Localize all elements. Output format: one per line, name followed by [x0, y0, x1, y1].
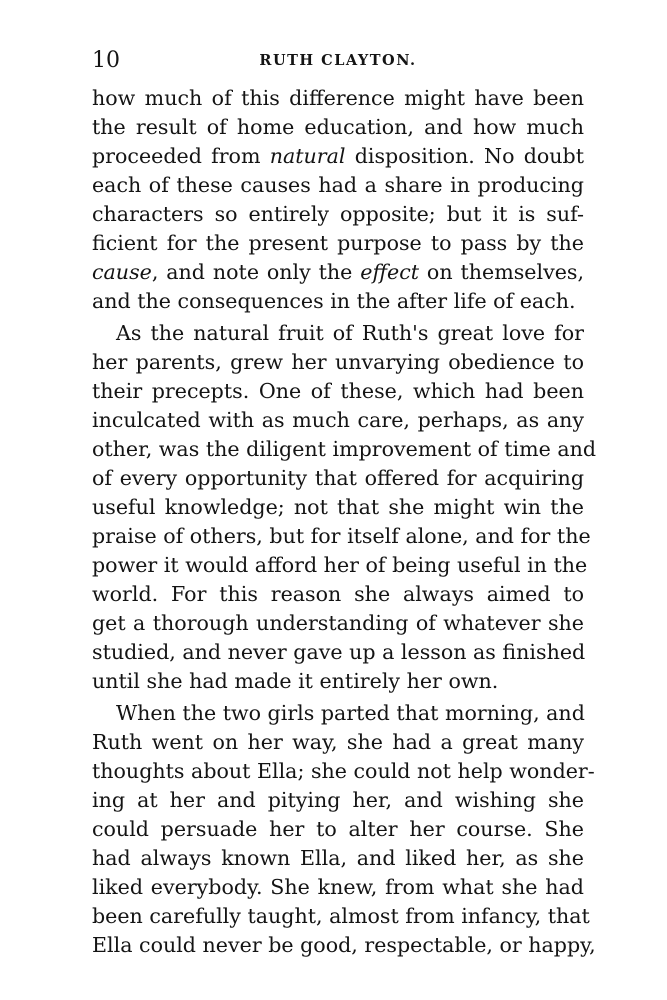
- text-segment: her parents, grew her unvarying obedience to: [92, 350, 584, 374]
- text-segment: other, was the diligent improvement of time and: [92, 437, 597, 461]
- text-line: [92, 699, 584, 728]
- text-segment: When the two girls parted that morning, and: [116, 701, 585, 725]
- text-segment: proceeded from: [92, 144, 270, 168]
- text-segment: , and note only the: [151, 260, 361, 284]
- page-number: 10: [92, 48, 120, 73]
- text-line: [92, 931, 596, 960]
- text-segment: been carefully taught, almost from infancy, that: [92, 904, 590, 928]
- text-segment: studied, and never gave up a lesson as finished: [92, 640, 586, 664]
- text-line: [92, 786, 584, 815]
- text-line: [92, 815, 584, 844]
- text-line: [92, 435, 597, 464]
- text-segment: ing at her and pitying her, and wishing she: [92, 788, 584, 812]
- text-segment: ficient for the present purpose to pass by the: [92, 231, 584, 255]
- text-line: [92, 551, 588, 580]
- text-line: [92, 142, 584, 171]
- book-page: [92, 48, 597, 960]
- text-line: [92, 464, 584, 493]
- text-segment: praise of others, but for itself alone, and for the: [92, 524, 591, 548]
- italic-text: cause: [92, 260, 152, 284]
- paragraph: [92, 699, 596, 960]
- text-line: [92, 728, 584, 757]
- text-line: [92, 902, 590, 931]
- text-line: [92, 229, 584, 258]
- italic-text: natural: [269, 144, 346, 168]
- text-line: [92, 638, 584, 667]
- text-segment: until she had made it entirely her own.: [92, 669, 499, 693]
- page-header: [92, 48, 584, 82]
- text-segment: characters so entirely opposite; but it is suf-: [92, 202, 584, 226]
- text-line: [92, 113, 584, 142]
- body-text: [92, 84, 597, 960]
- text-line: [92, 844, 584, 873]
- text-segment: had always known Ella, and liked her, as she: [92, 846, 584, 870]
- text-line: [92, 609, 584, 638]
- text-segment: liked everybody. She knew, from what she had: [92, 875, 584, 899]
- text-line: [92, 757, 595, 786]
- text-line: [92, 258, 584, 287]
- text-segment: inculcated with as much care, perhaps, as any: [92, 408, 584, 432]
- text-line: [92, 287, 584, 316]
- text-line: [92, 522, 591, 551]
- text-segment: world. For this reason she always aimed to: [92, 582, 584, 606]
- text-segment: get a thorough understanding of whatever she: [92, 611, 584, 635]
- text-line: [92, 406, 584, 435]
- text-segment: could persuade her to alter her course. She: [92, 817, 584, 841]
- text-segment: Ella could never be good, respectable, or happy,: [92, 933, 596, 957]
- running-title: RUTH CLAYTON.: [259, 52, 417, 69]
- text-segment: their precepts. One of these, which had been: [92, 379, 584, 403]
- text-segment: power it would afford her of being useful in the: [92, 553, 588, 577]
- text-segment: the result of home education, and how much: [92, 115, 584, 139]
- text-line: [92, 580, 584, 609]
- text-line: [92, 493, 584, 522]
- text-segment: on themselves,: [419, 260, 585, 284]
- text-line: [92, 348, 584, 377]
- text-line: [92, 200, 584, 229]
- text-segment: disposition. No doubt: [345, 144, 584, 168]
- text-segment: thoughts about Ella; she could not help wonder-: [92, 759, 595, 783]
- text-segment: how much of this difference might have been: [92, 86, 584, 110]
- text-segment: each of these causes had a share in producing: [92, 173, 584, 197]
- text-segment: As the natural fruit of Ruth's great love for: [116, 321, 584, 345]
- paragraph: [92, 84, 584, 316]
- paragraph: [92, 319, 597, 696]
- text-segment: and the consequences in the after life of each.: [92, 289, 576, 313]
- text-line: [92, 171, 584, 200]
- italic-text: effect: [360, 260, 420, 284]
- text-line: [92, 319, 584, 348]
- text-line: [92, 873, 584, 902]
- text-line: [92, 377, 584, 406]
- text-line: [92, 84, 584, 113]
- text-segment: of every opportunity that offered for acquiring: [92, 466, 584, 490]
- text-line: [92, 667, 584, 696]
- text-segment: useful knowledge; not that she might win the: [92, 495, 584, 519]
- text-segment: Ruth went on her way, she had a great many: [92, 730, 584, 754]
